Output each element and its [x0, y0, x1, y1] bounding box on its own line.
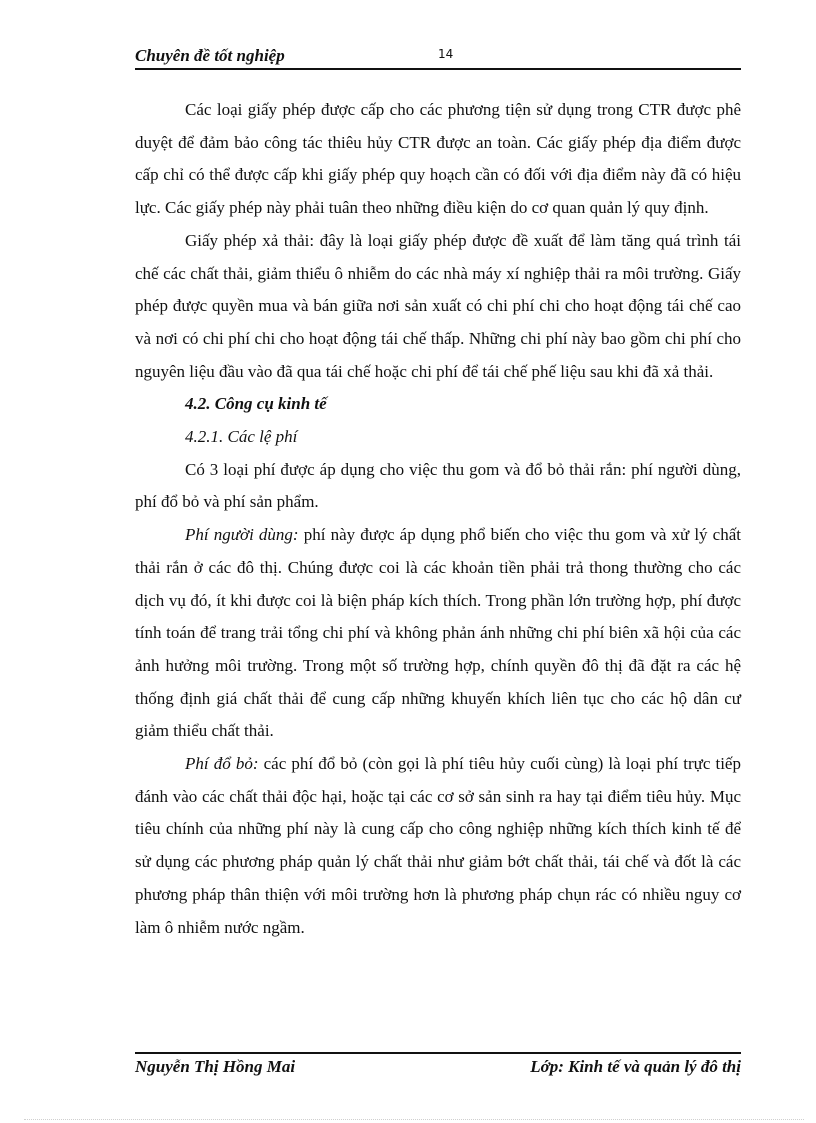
footer-class: Lớp: Kinh tế và quản lý đô thị — [530, 1057, 741, 1076]
paragraph-permits: Các loại giấy phép được cấp cho các phương tiện sử dụng trong CTR được phê duyệt để đảm bảo công tác thiêu hủy CTR được an toàn. Các giấy phép địa điểm được cấp chỉ có thể được cấp khi giấy phép quy hoạch cần có đối với địa điểm này đã có hiệu lực. Các giấy phép này phải tuân theo những điều kiện do cơ quan quản lý quy định. — [135, 100, 741, 218]
disposal-fee-text: các phí đổ bỏ (còn gọi là phí tiêu hủy cuối cùng) là loại phí trực tiếp đánh vào các chất thải độc hại, hoặc tại các cơ sở sản sinh ra hay tại điểm tiêu hủy. Mục tiêu chính của những phí này là cung cấp cho công nghiệp những kích thích kinh tế để sử dụng các phương pháp quản lý chất thải như giảm bớt chất thải, tái chế và đốt là các phương pháp thân thiện với môi trường hơn là phương pháp chụn rác có nhiều nguy cơ làm ô nhiễm nước ngầm. — [135, 754, 741, 937]
paragraph-discharge-permit: Giấy phép xả thải: đây là loại giấy phép được đề xuất để làm tăng quá trình tái chế các chất thải, giảm thiểu ô nhiễm do các nhà máy xí nghiệp thải ra môi trường. Giấy phép được quyền mua và bán giữa nơi sản xuất có chi phí chi cho hoạt động tái chế cao và nơi có chi phí chi cho hoạt động tái chế thấp. Những chi phí này bao gồm chi phí cho nguyên liệu đầu vào đã qua tái chế hoặc chi phí để tái chế phế liệu sau khi đã xả thải. — [135, 230, 741, 381]
paragraph-user-fee — [135, 519, 741, 748]
term-user-fee: Phí người dùng: — [185, 525, 299, 545]
document-body — [135, 94, 741, 944]
footer-author: Nguyễn Thị Hồng Mai — [135, 1057, 296, 1076]
page-number: 14 — [438, 47, 454, 61]
footer-divider — [135, 1052, 741, 1054]
paragraph-disposal-fee — [135, 748, 741, 944]
paragraph-fee-types: Có 3 loại phí được áp dụng cho việc thu gom và đổ bỏ thải rắn: phí người dùng, phí đổ bỏ và phí sản phẩm. — [135, 459, 741, 512]
page-header — [135, 44, 741, 70]
header-title: Chuyên đề tốt nghiệp — [135, 46, 285, 65]
user-fee-text: phí này được áp dụng phổ biến cho việc thu gom và xử lý chất thải rắn ở các đô thị. Chúng được coi là các khoản tiền phải trả thong thường cho các dịch vụ đó, ít khi được coi là biện pháp kích thích. Trong phần lớn trường hợp, phí được tính toán để trang trải tổng chi phí và không phản ánh những chi phí biên xã hội của các ảnh hưởng môi trường. Trong một số trường hợp, chính quyền đô thị đã đặt ra các hệ thống định giá chất thải để cung cấp những khuyến khích liên tục cho các hộ dân cư giảm thiểu chất thải. — [135, 525, 742, 741]
header-divider — [135, 68, 741, 70]
subsection-heading-fees: 4.2.1. Các lệ phí — [185, 427, 298, 447]
section-heading-economic-tools: 4.2. Công cụ kinh tế — [185, 394, 327, 414]
term-disposal-fee: Phí đổ bỏ: — [185, 754, 259, 774]
page-bottom-edge — [24, 1119, 804, 1120]
